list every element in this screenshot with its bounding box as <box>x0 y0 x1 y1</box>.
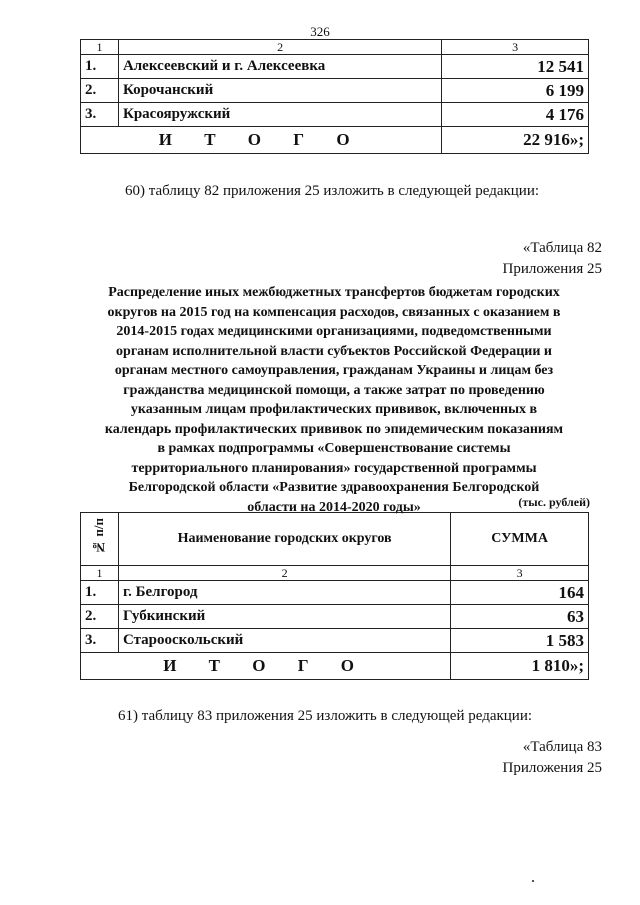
header-cell-2: 2 <box>118 40 441 55</box>
table-83-reference <box>503 737 603 779</box>
amount: 1 583 <box>451 629 589 653</box>
district-name: Алексеевский и г. Алексеевка <box>118 55 441 79</box>
table-header-row <box>81 566 589 581</box>
row-number: 1. <box>81 55 119 79</box>
amount: 4 176 <box>442 103 589 127</box>
title-line: области на 2014-2020 годы» <box>247 499 421 515</box>
paragraph-60: 60) таблицу 82 приложения 25 изложить в следующей редакции: <box>125 183 540 199</box>
total-amount: 1 810»; <box>451 653 589 680</box>
district-name: Корочанский <box>118 79 441 103</box>
title-line: территориального планирования» государственной программы <box>131 460 537 476</box>
row-number: 1. <box>81 581 119 605</box>
title-line: органам местного самоуправления, гражданам Украины и лицам без <box>114 363 554 378</box>
title-line: гражданства медицинской помощи, а также затрат по проведению <box>123 382 545 398</box>
header-cell-2: 2 <box>118 566 450 581</box>
column-number-label: № п/п <box>91 518 107 555</box>
title-line: указанным лицам профилактических прививок, включенных в <box>130 402 538 417</box>
appendix-25-label: Приложения 25 <box>502 261 602 277</box>
amount: 164 <box>451 581 589 605</box>
table-82-title <box>80 283 588 517</box>
header-cell-1: 1 <box>81 40 119 55</box>
table-71-continuation <box>80 39 589 154</box>
header-cell-3: 3 <box>451 566 589 581</box>
total-amount: 22 916»; <box>442 127 589 154</box>
table-82-label: «Таблица 82 <box>522 240 602 256</box>
title-line: в рамках подпрограммы «Совершенствование системы <box>157 441 511 456</box>
table-column-headers <box>81 513 589 566</box>
total-row <box>81 653 589 680</box>
column-name-header: Наименование городских округов <box>118 513 450 566</box>
row-number: 3. <box>81 103 119 127</box>
total-row <box>81 127 589 154</box>
table-82-reference <box>503 238 603 280</box>
table-83-label: «Таблица 83 <box>522 739 602 755</box>
header-cell-3: 3 <box>442 40 589 55</box>
table-row <box>81 581 589 605</box>
total-label: И Т О Г О <box>81 653 451 680</box>
scan-speck <box>532 880 534 882</box>
units-label: (тыс. рублей) <box>518 495 590 509</box>
paragraph-61: 61) таблицу 83 приложения 25 изложить в следующей редакции: <box>118 708 533 724</box>
page-number: 326 <box>310 24 330 39</box>
appendix-25-label: Приложения 25 <box>502 760 602 776</box>
amount: 12 541 <box>442 55 589 79</box>
column-number-header <box>81 513 119 566</box>
header-cell-1: 1 <box>81 566 119 581</box>
table-row <box>81 629 589 653</box>
district-name: Красояружский <box>118 103 441 127</box>
title-line: 2014-2015 годах медицинскими организациями, подведомственными <box>116 324 552 339</box>
row-number: 3. <box>81 629 119 653</box>
title-line: календарь профилактических прививок по эпидемическим показаниям <box>104 421 564 437</box>
title-line: органам исполнительной власти субъектов Российской Федерации и <box>116 343 552 359</box>
table-row <box>81 55 589 79</box>
city-district-name: Губкинский <box>118 605 450 629</box>
table-row <box>81 79 589 103</box>
amount: 63 <box>451 605 589 629</box>
title-line: Белгородской области «Развитие здравоохранения Белгородской <box>128 480 540 495</box>
city-district-name: г. Белгород <box>118 581 450 605</box>
column-sum-header: СУММА <box>451 513 589 566</box>
total-label: И Т О Г О <box>81 127 442 154</box>
row-number: 2. <box>81 605 119 629</box>
title-line: Распределение иных межбюджетных трансфертов бюджетам городских <box>108 285 560 300</box>
table-82 <box>80 512 589 680</box>
city-district-name: Старооскольский <box>118 629 450 653</box>
amount: 6 199 <box>442 79 589 103</box>
title-line: округов на 2015 год на компенсация расходов, связанных с оказанием в <box>107 304 561 320</box>
row-number: 2. <box>81 79 119 103</box>
table-row <box>81 103 589 127</box>
table-header-row <box>81 40 589 55</box>
table-row <box>81 605 589 629</box>
